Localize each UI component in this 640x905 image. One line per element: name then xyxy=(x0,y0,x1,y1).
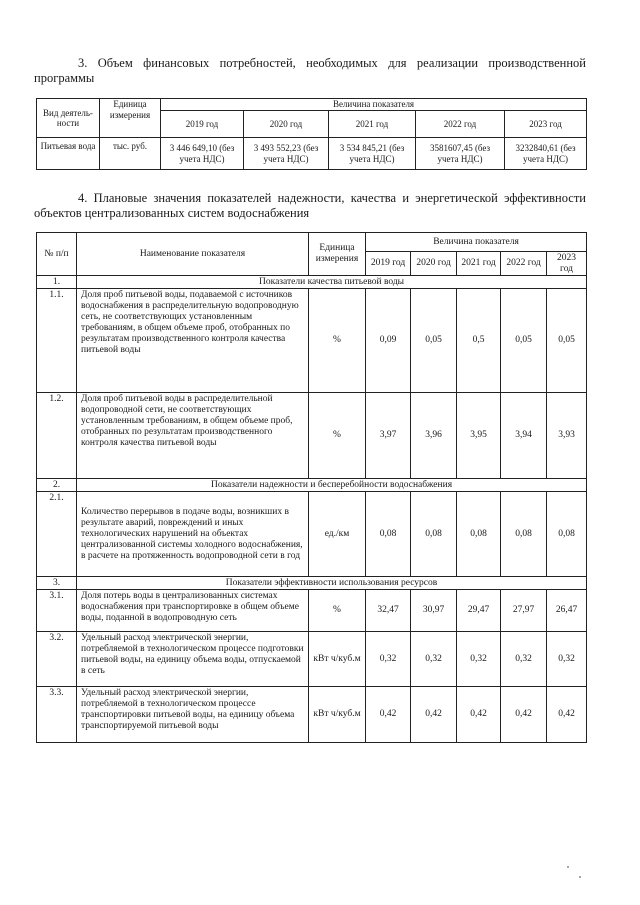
table-row xyxy=(37,138,587,170)
value-cell: 3 446 649,10 (без учета НДС) xyxy=(161,138,244,170)
section-3-heading-line2: программы xyxy=(34,71,95,85)
row-num: 3.3. xyxy=(37,687,77,743)
value-cell: 30,97 xyxy=(411,590,457,632)
year-header: 2023 год xyxy=(547,252,587,276)
value-cell: 0,05 xyxy=(411,289,457,393)
value-cell: 0,5 xyxy=(457,289,501,393)
indicator-unit: ед./км xyxy=(309,492,366,577)
section-3-heading-line1: 3. Объем финансовых потребностей, необходимых для реализации производственной xyxy=(78,56,586,70)
indicator-name: Удельный расход электрической энергии, потребляемой в технологическом процессе транспортировки питьевой воды, на единицу объема транспортируемой питьевой воды xyxy=(77,687,309,743)
year-header: 2019 год xyxy=(366,252,411,276)
section-row xyxy=(37,577,587,590)
value-cell: 32,47 xyxy=(366,590,411,632)
value-cell: 0,08 xyxy=(501,492,547,577)
header-name: Наименование показателя xyxy=(77,233,309,276)
section-3-heading xyxy=(34,56,586,86)
indicator-unit: кВт ч/куб.м xyxy=(309,632,366,687)
row-num: 2.1. xyxy=(37,492,77,577)
section-title: Показатели качества питьевой воды xyxy=(77,276,587,289)
table-row xyxy=(37,289,587,393)
header-unit: Единица измерения xyxy=(100,99,161,138)
header-value: Величина показателя xyxy=(161,99,587,111)
value-cell: 0,08 xyxy=(547,492,587,577)
indicator-name: Доля потерь воды в централизованных системах водоснабжения при транспортировке в общем объеме воды, поданной в водопроводную сеть xyxy=(77,590,309,632)
indicator-unit: кВт ч/куб.м xyxy=(309,687,366,743)
row-num: 3.2. xyxy=(37,632,77,687)
indicator-name: Количество перерывов в подаче воды, возникших в результате аварий, повреждений и иных технологических нарушений на объектах централизованной системы холодного водоснабжения, в расчете на протяженность водопроводной сети в год xyxy=(77,492,309,577)
value-cell: 0,05 xyxy=(501,289,547,393)
indicator-unit: % xyxy=(309,393,366,479)
row-num: 1.1. xyxy=(37,289,77,393)
value-cell: 0,42 xyxy=(547,687,587,743)
value-cell: 27,97 xyxy=(501,590,547,632)
value-cell: 3581607,45 (без учета НДС) xyxy=(416,138,505,170)
indicator-unit: % xyxy=(309,590,366,632)
value-cell: 0,42 xyxy=(366,687,411,743)
header-num: № п/п xyxy=(37,233,77,276)
year-header: 2022 год xyxy=(501,252,547,276)
year-header: 2019 год xyxy=(161,111,244,138)
section-4-heading-line1: 4. Плановые значения показателей надежности, качества и энергетической эффективности xyxy=(78,191,586,205)
value-cell: 0,08 xyxy=(411,492,457,577)
activity-cell: Питьевая вода xyxy=(37,138,100,170)
indicator-name: Доля проб питьевой воды в распределительной водопроводной сети, не соответствующих установленным требованиям, в общем объеме проб, отобранных по результатам производственного контроля качества питьевой воды xyxy=(77,393,309,479)
year-header: 2020 год xyxy=(411,252,457,276)
year-header: 2021 год xyxy=(457,252,501,276)
value-cell: 0,05 xyxy=(547,289,587,393)
table-row xyxy=(37,590,587,632)
unit-cell: тыс. руб. xyxy=(100,138,161,170)
value-cell: 0,42 xyxy=(411,687,457,743)
value-cell: 3 534 845,21 (без учета НДС) xyxy=(329,138,416,170)
year-header: 2022 год xyxy=(416,111,505,138)
section-num: 1. xyxy=(37,276,77,289)
header-activity: Вид деятель-ности xyxy=(37,99,100,138)
value-cell: 0,32 xyxy=(366,632,411,687)
year-header: 2021 год xyxy=(329,111,416,138)
value-cell: 3,94 xyxy=(501,393,547,479)
section-num: 3. xyxy=(37,577,77,590)
value-cell: 29,47 xyxy=(457,590,501,632)
indicator-name: Доля проб питьевой воды, подаваемой с источников водоснабжения в распределительную водопроводную сеть, не соответствующих установленным требованиям, в общем объеме проб, отобранных по результатам производственного контроля качества питьевой воды xyxy=(77,289,309,393)
value-cell: 3232840,61 (без учета НДС) xyxy=(505,138,587,170)
section-row xyxy=(37,479,587,492)
value-cell: 0,42 xyxy=(501,687,547,743)
row-num: 3.1. xyxy=(37,590,77,632)
indicator-unit: % xyxy=(309,289,366,393)
value-cell: 0,32 xyxy=(547,632,587,687)
value-cell: 0,08 xyxy=(366,492,411,577)
value-cell: 0,32 xyxy=(457,632,501,687)
financial-needs-table xyxy=(36,98,587,170)
value-cell: 0,32 xyxy=(411,632,457,687)
indicator-name: Удельный расход электрической энергии, потребляемой в технологическом процессе подготовки питьевой воды, на единицу объема воды, отпускаемой в сеть xyxy=(77,632,309,687)
year-header: 2020 год xyxy=(244,111,329,138)
value-cell: 0,08 xyxy=(457,492,501,577)
value-cell: 0,42 xyxy=(457,687,501,743)
row-num: 1.2. xyxy=(37,393,77,479)
indicators-table xyxy=(36,232,587,743)
table-row xyxy=(37,492,587,577)
section-title: Показатели эффективности использования ресурсов xyxy=(77,577,587,590)
value-cell: 3,95 xyxy=(457,393,501,479)
header-value: Величина показателя xyxy=(366,233,587,252)
table-row xyxy=(37,632,587,687)
scan-speck xyxy=(567,866,569,868)
table-row xyxy=(37,393,587,479)
section-4-heading xyxy=(34,191,586,221)
value-cell: 3 493 552,23 (без учета НДС) xyxy=(244,138,329,170)
value-cell: 26,47 xyxy=(547,590,587,632)
section-num: 2. xyxy=(37,479,77,492)
value-cell: 0,32 xyxy=(501,632,547,687)
table-row xyxy=(37,687,587,743)
section-4-heading-line2: объектов централизованных систем водоснабжения xyxy=(34,206,310,220)
section-title: Показатели надежности и бесперебойности водоснабжения xyxy=(77,479,587,492)
value-cell: 3,96 xyxy=(411,393,457,479)
value-cell: 3,97 xyxy=(366,393,411,479)
section-row xyxy=(37,276,587,289)
year-header: 2023 год xyxy=(505,111,587,138)
value-cell: 3,93 xyxy=(547,393,587,479)
header-unit: Единица измерения xyxy=(309,233,366,276)
value-cell: 0,09 xyxy=(366,289,411,393)
scan-speck xyxy=(579,876,581,878)
